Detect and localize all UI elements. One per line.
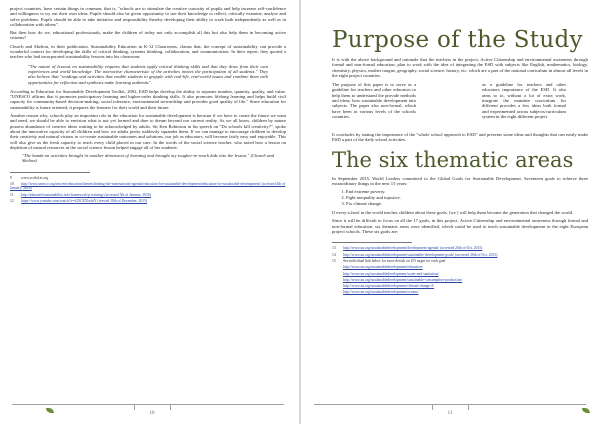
quote-block-1 xyxy=(28,64,268,85)
page-number-right: 11 xyxy=(447,411,453,416)
footnote-12[interactable]: 12 https://www.youtube.com/watch?v=iG9CE55wbtY (viewed 10th of December, 2015) xyxy=(10,198,148,203)
footnote-11[interactable]: 11 http://eduaute/fsustainability.info/framework/p-training/ (accessed 5th of January, 2016) xyxy=(10,192,151,197)
footnote-14[interactable]: 14 http://www.un.org/sustainabledevelopment/sustainable-development-goals/ (accessed 26th of Oct, 2015) xyxy=(332,252,498,257)
footnote-10[interactable]: 10 http://www.unesco.org/new/en/education/themes/leading-the-international-agenda/education-for-sustainable-development/education-for-sustainable-development/ (accessed 4th of January, 2016) xyxy=(10,182,286,191)
footer-tick xyxy=(432,404,433,410)
goal-item: 2. Fight inequality and injustice. xyxy=(346,195,588,201)
footer-rule-right xyxy=(314,404,586,405)
footnote-divider xyxy=(10,172,90,173)
goal-item: 1. End extreme poverty. xyxy=(346,189,588,195)
page-number-left: 10 xyxy=(149,411,155,416)
paragraph-purpose: It is with the above background and rationale that the teachers in the project, Active Citizenship and environmental awareness through formal and non-formal education, plan to work with the idea of integrating the ESD with subjects like English, mathematics, biology, chemistry, physics, mother tongue, geography, social science, history, etc. which are a part of the national curriculum in almost all levels in the eight project countries. xyxy=(332,57,588,78)
footer-tick xyxy=(468,404,469,410)
right-page xyxy=(300,0,600,424)
quote-block-2 xyxy=(10,153,286,164)
footnote-9: 9 www.scribd.at.org xyxy=(10,175,49,180)
goals-list xyxy=(346,189,588,206)
footnote-divider xyxy=(332,242,412,243)
footnote-link[interactable]: http://www.un.org/sustainabledevelopment/oceans/ xyxy=(343,290,419,295)
paragraph-if: If every school in the world teaches children about these goals, [we ] will help them become the generation that changed the world. xyxy=(332,210,574,216)
image-wrap-paragraph xyxy=(332,82,588,128)
footnote-link[interactable]: http://www.un.org/sustainabledevelopment/climate-change-2/ xyxy=(343,284,435,289)
footnote-link[interactable]: http://www.un.org/sustainabledevelopment/education/ xyxy=(343,265,423,270)
paragraph-since: Since it will be difficult to focus on all the 17 goals, in this project, Active Citizenship and environmental awareness through formal and non-formal education, six thematic areas were identified, which could be used to teach sustainable development in the eight European project schools. These six goals are: xyxy=(332,218,588,235)
footnote-13[interactable]: 13 http://www.un.org/sustainabledevelopment/development-agenda/ (accessed 26th of Oct, 2015) xyxy=(332,246,483,251)
section-title-purpose: Purpose of the Study xyxy=(332,27,583,53)
footnote-link[interactable]: http://www.un.org/sustainabledevelopment/water-and-sanitation/ xyxy=(343,271,439,276)
footnote-link[interactable]: http://www.un.org/sustainabledevelopment/sustainable-consumption-production/ xyxy=(343,277,463,282)
paragraph-conclude: It concludes by stating the importance of the "whole school approach to ESD" and presents some ideas and thoughts that can easily make ESD a part of the daily school activities. xyxy=(332,132,588,143)
footnote-15: 15 See individual link below for more details on UN target for each goal xyxy=(332,258,446,263)
paragraph-september: In September 2015, World Leaders committed to the Global Goals for Sustainable Development. Seventeen goals to achieve three extraordinary things in the next 15 years: xyxy=(332,175,588,187)
paragraph-but: But then how do we, educational professionals, make the children of today not only accomplish all this but also help them in becoming active citizens? xyxy=(10,30,286,41)
paragraph-church: Church and Skelton, in their publication, Sustainability Education in K-12 Classrooms, claims that, the concept of sustainability can provide a wonderful context for developing the skills of critical thinking, systems thinking, collaboration, and communication. In their report, they quoted a teacher who had incorporated sustainability lessons into his classroom: xyxy=(10,43,286,60)
wrap-column-left: The purpose of this paper is to serve as a guideline for teachers and other educators to help them to understand the provide methods and ideas, how sustainable development into subjects. The paper also non-formal, which have been in various levels of the schools countries. xyxy=(332,82,416,119)
paragraph-top: project countries, have certain things in common, that is, "schools are to stimulate the creative curiosity of pupils and help increase self-confidence and willingness to try out their own ideas. Pupils should also be given opportunity to use their knowledge to reflect, critically examine, analyse and solve problems. Pupils should be able to take initiative and responsibility thereby developing their ability to work both independently as well as in collaboration with others". xyxy=(10,6,286,27)
paragraph-according: According to Education for Sustainable Development Toolkit, 2002, ESD helps develop the ability to separate number, quantity, quality, and value. "UNESCO affirms that it promotes participatory learning and higher-order thinking skills. It also promotes lifelong learning and helps build civil capacity for community-based decision-making, social tolerance, environmental stewardship and provides good quality of life." Since education for sustainability is future oriented, it prepares the learners for their world and their future. xyxy=(10,88,286,110)
footer-tick xyxy=(134,404,135,410)
goal-item: 3. Fix climate change. xyxy=(346,201,588,207)
footer-rule-left xyxy=(12,404,284,405)
placeholder-image xyxy=(423,88,477,114)
wrap-column-right: as a guideline for teachers and other educators importance of the ESD. It also aims to to, without a lot of extra work, integrate the mandate curriculum for different provides a few ideas both formal and experimented across subjects/curriculum system in the eight different project xyxy=(482,82,566,119)
paragraph-another: Another reason why, schools play an important role in the education for sustainable development is because if we have to create the future we want and need, we should be able to envision what is not yet formed and dare to dream beyond our current reality. As we all know, children by nature possess abundance of creative ideas waiting to be acknowledged by adults. Sir Ken Robinson in his speech on "Do schools kill creativity?", spoke about the innovative capacity of all children and how we adults pretty ruthlessly squander them. If we can manage to encourage children to develop their creativity and natural visions to co-create sustainable outcomes and solutions, our job as educators, will become fairly easy and enjoyable. This will also give us the fresh capacity to reach every child placed in our care. In the words of the social science teacher, who noted how a lesson on depletion of natural resources in the social science lesson helped engage all of her students: xyxy=(10,113,286,150)
quote-text-1: "The nature of lessons on sustainability requires that students apply critical thinking skills and that they draw from their own experiences and world knowledge. The interactive characteristic of the activities invites the participation of all students." They also believe that "readings and activities that enable students to grapple with real-life, real-world issues and combine them with opportunities for reflection and synthesis make learning authentic". xyxy=(28,63,268,85)
section-title-thematic: The six thematic areas xyxy=(332,147,574,172)
quote-text-2: "The hands-on activities brought in another dimension of learning and brought my tougher-to-reach kids into the lesson." (Church and Skelton) xyxy=(22,153,274,164)
footer-tick xyxy=(170,404,171,410)
